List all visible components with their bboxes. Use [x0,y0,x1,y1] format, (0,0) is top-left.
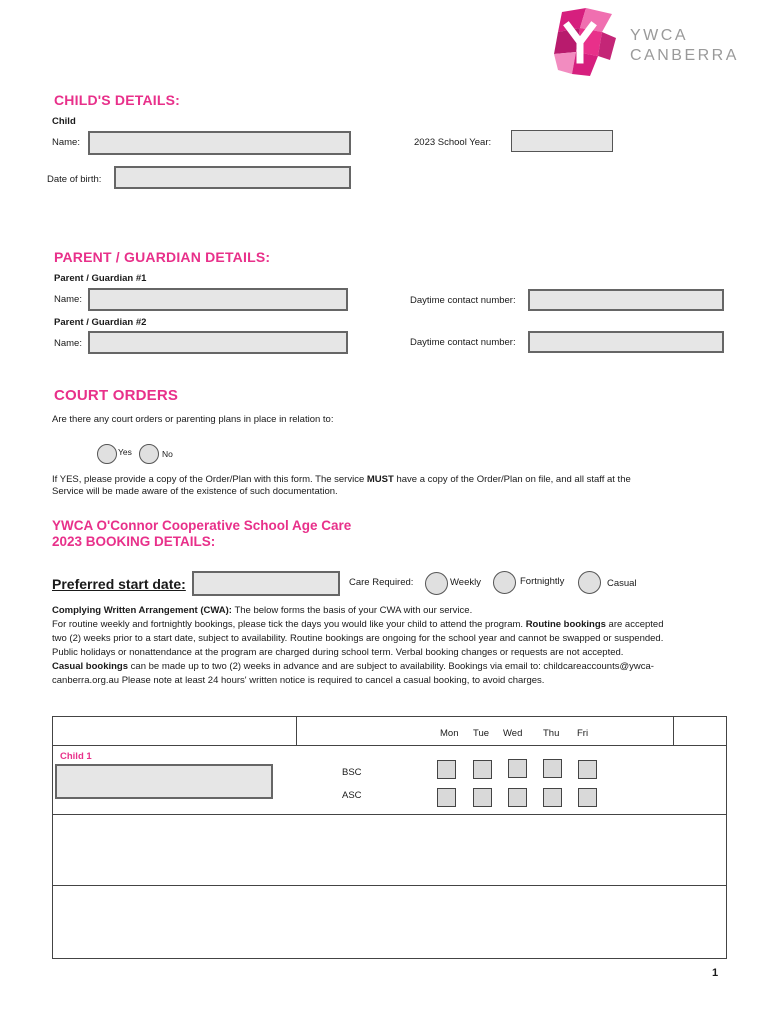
logo-line-1: YWCA [630,27,688,44]
asc-wed-checkbox[interactable] [508,788,527,807]
table-row-divider-2 [52,885,727,886]
routine-line-2: two (2) weeks prior to a start date, subject to availability. Routine bookings are ongoing for the school year and cannot be swapped or suspended. [52,633,664,644]
court-yes-label: Yes [118,447,132,457]
preferred-start-field[interactable] [192,571,340,596]
guardian-2-phone-label: Daytime contact number: [410,337,516,348]
fortnightly-label: Fortnightly [520,576,565,587]
page-number: 1 [712,967,719,979]
preferred-start-label: Preferred start date: [52,576,186,592]
ywca-logo-mark-icon [550,8,620,76]
asc-mon-checkbox[interactable] [437,788,456,807]
guardian-1-subtitle: Parent / Guardian #1 [54,273,147,284]
guardian-1-name-label: Name: [54,294,82,305]
dob-field[interactable] [114,166,351,189]
guardian-1-phone-field[interactable] [528,289,724,311]
logo-text [630,26,739,66]
child-1-label: Child 1 [60,751,92,762]
weekly-label: Weekly [450,577,481,588]
school-year-field[interactable] [511,130,613,152]
court-orders-title: COURT ORDERS [54,387,179,404]
guardian-2-name-field[interactable] [88,331,348,354]
casual-label: Casual [607,578,637,589]
court-yes-radio[interactable] [97,444,117,464]
asc-fri-checkbox[interactable] [578,788,597,807]
table-row-divider-1 [52,814,727,815]
table-header-divider [52,745,727,746]
child-subtitle: Child [52,116,76,127]
court-note-after: have a copy of the Order/Plan on file, and all staff at the [393,474,631,485]
guardian-2-name-label: Name: [54,338,82,349]
cwa-text: The below forms the basis of your CWA with our service. [231,605,473,616]
court-note-before: If YES, please provide a copy of the Order/Plan with this form. The service [52,474,367,485]
asc-label: ASC [342,790,362,801]
day-tue: Tue [473,728,490,739]
court-no-radio[interactable] [139,444,159,464]
court-orders-question: Are there any court orders or parenting plans in place in relation to: [52,414,334,425]
child-name-field[interactable] [88,131,351,155]
guardian-1-phone-label: Daytime contact number: [410,295,516,306]
day-wed: Wed [503,728,523,739]
bsc-mon-checkbox[interactable] [437,760,456,779]
care-required-label: Care Required: [349,577,414,588]
court-no-label: No [162,449,173,459]
asc-tue-checkbox[interactable] [473,788,492,807]
table-vline-right [673,716,674,745]
child-name-label: Name: [52,137,80,148]
casual-text: can be made up to two (2) weeks in advance and are subject to availability. Bookings via email to: childcareaccounts@ywca- [128,661,654,672]
casual-radio[interactable] [578,571,601,594]
bsc-label: BSC [342,767,362,778]
routine-bold: Routine bookings [525,619,606,630]
routine-line-3: Public holidays or nonattendance at the program are charged during school term. Verbal booking changes or requests are not accepted. [52,647,624,658]
bsc-thu-checkbox[interactable] [543,759,562,778]
day-fri: Fri [577,728,589,739]
parent-details-title: PARENT / GUARDIAN DETAILS: [54,249,271,265]
asc-thu-checkbox[interactable] [543,788,562,807]
fortnightly-radio[interactable] [493,571,516,594]
cwa-text-block [52,604,732,688]
day-thu: Thu [543,728,560,739]
casual-line-2: canberra.org.au Please note at least 24 hours' written notice is required to cancel a casual booking, to avoid charges. [52,675,545,686]
booking-title-line-1: YWCA O'Connor Cooperative School Age Care [52,518,352,533]
child-details-title: CHILD'S DETAILS: [54,92,181,108]
logo-line-2: CANBERRA [630,47,739,64]
guardian-2-subtitle: Parent / Guardian #2 [54,317,147,328]
booking-title-line-2: 2023 BOOKING DETAILS: [52,534,216,549]
court-orders-note [52,473,742,499]
routine-text-c: are accepted [605,619,664,630]
dob-label: Date of birth: [47,174,102,185]
weekly-radio[interactable] [425,572,448,595]
guardian-2-phone-field[interactable] [528,331,724,353]
school-year-label: 2023 School Year: [414,137,492,148]
booking-table [52,716,727,959]
bsc-wed-checkbox[interactable] [508,759,527,778]
guardian-1-name-field[interactable] [88,288,348,311]
day-mon: Mon [440,728,459,739]
court-note-bold: MUST [366,474,394,485]
routine-text-a: For routine weekly and fortnightly bookings, please tick the days you would like your child to attend the program. [52,619,526,630]
bsc-tue-checkbox[interactable] [473,760,492,779]
child-1-name-field[interactable] [55,764,273,799]
booking-title [52,518,351,550]
court-note-line-2: Service will be made aware of the existence of such documentation. [52,486,338,497]
casual-bold: Casual bookings [52,661,129,672]
ywca-logo [550,8,620,76]
bsc-fri-checkbox[interactable] [578,760,597,779]
cwa-bold: Complying Written Arrangement (CWA): [52,605,232,616]
table-vline-left [296,716,297,745]
